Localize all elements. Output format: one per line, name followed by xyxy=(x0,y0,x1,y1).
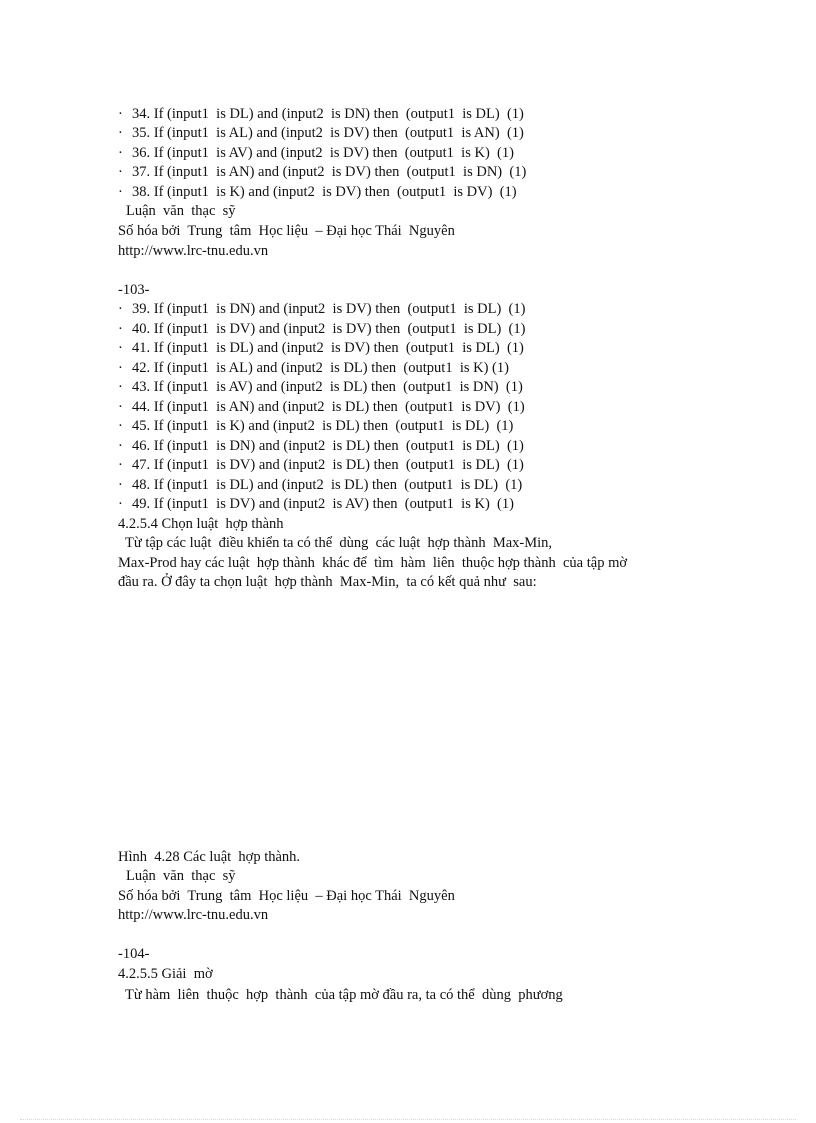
page-bottom-divider xyxy=(20,1119,796,1120)
page-number: -104- xyxy=(118,946,150,962)
rule-text: 42. If (input1 is AL) and (input2 is DL) then (output1 is K) (1) xyxy=(132,360,509,376)
source-url-link[interactable]: http://www.lrc-tnu.edu.vn xyxy=(118,907,269,923)
bullet-icon: · xyxy=(118,399,123,415)
bullet-icon: · xyxy=(118,438,123,454)
list-item xyxy=(118,320,525,338)
list-item xyxy=(118,183,517,201)
rule-text: 45. If (input1 is K) and (input2 is DL) then (output1 is DL) (1) xyxy=(132,418,514,434)
list-item xyxy=(118,476,522,494)
list-item xyxy=(118,339,524,357)
rule-text: 39. If (input1 is DN) and (input2 is DV) then (output1 is DL) (1) xyxy=(132,301,526,317)
bullet-icon: · xyxy=(118,106,123,122)
rule-text: 44. If (input1 is AN) and (input2 is DL) then (output1 is DV) (1) xyxy=(132,399,525,415)
rule-text: 41. If (input1 is DL) and (input2 is DV) then (output1 is DL) (1) xyxy=(132,340,524,356)
source-url-link[interactable]: http://www.lrc-tnu.edu.vn xyxy=(118,243,269,259)
bullet-icon: · xyxy=(118,360,123,376)
bullet-icon: · xyxy=(118,418,123,434)
paragraph-line: đầu ra. Ở đây ta chọn luật hợp thành Max-Min, ta có kết quả như sau: xyxy=(118,574,537,590)
thesis-label: Luận văn thạc sỹ xyxy=(126,868,236,884)
bullet-icon: · xyxy=(118,379,123,395)
rule-text: 40. If (input1 is DV) and (input2 is DV) then (output1 is DL) (1) xyxy=(132,321,526,337)
list-item xyxy=(118,163,526,181)
digitized-by-text: Số hóa bởi Trung tâm Học liệu – Đại học Thái Nguyên xyxy=(118,223,455,239)
section-heading: 4.2.5.5 Giải mờ xyxy=(118,966,213,982)
bullet-icon: · xyxy=(118,184,123,200)
bullet-icon: · xyxy=(118,164,123,180)
rule-text: 47. If (input1 is DV) and (input2 is DL) then (output1 is DL) (1) xyxy=(132,457,524,473)
paragraph-line: Từ hàm liên thuộc hợp thành của tập mờ đầu ra, ta có thể dùng phương xyxy=(118,987,563,1003)
paragraph-line: Max-Prod hay các luật hợp thành khác để tìm hàm liên thuộc hợp thành của tập mờ xyxy=(118,555,628,571)
rule-text: 36. If (input1 is AV) and (input2 is DV) then (output1 is K) (1) xyxy=(132,145,514,161)
bullet-icon: · xyxy=(118,125,123,141)
rule-text: 37. If (input1 is AN) and (input2 is DV) then (output1 is DN) (1) xyxy=(132,164,527,180)
rule-text: 34. If (input1 is DL) and (input2 is DN) then (output1 is DL) (1) xyxy=(132,106,524,122)
list-item xyxy=(118,495,514,513)
figure-placeholder xyxy=(118,600,658,840)
thesis-label: Luận văn thạc sỹ xyxy=(126,203,236,219)
list-item xyxy=(118,124,524,142)
rule-text: 38. If (input1 is K) and (input2 is DV) then (output1 is DV) (1) xyxy=(132,184,517,200)
bullet-icon: · xyxy=(118,457,123,473)
rule-text: 43. If (input1 is AV) and (input2 is DL) then (output1 is DN) (1) xyxy=(132,379,523,395)
bullet-icon: · xyxy=(118,496,123,512)
bullet-icon: · xyxy=(118,321,123,337)
bullet-icon: · xyxy=(118,145,123,161)
rule-text: 35. If (input1 is AL) and (input2 is DV) then (output1 is AN) (1) xyxy=(132,125,524,141)
list-item xyxy=(118,300,525,318)
list-item xyxy=(118,417,513,435)
figure-caption: Hình 4.28 Các luật hợp thành. xyxy=(118,849,301,865)
rule-text: 46. If (input1 is DN) and (input2 is DL) then (output1 is DL) (1) xyxy=(132,438,524,454)
page-number: -103- xyxy=(118,282,150,298)
rule-text: 49. If (input1 is DV) and (input2 is AV) then (output1 is K) (1) xyxy=(132,496,514,512)
digitized-by-text: Số hóa bởi Trung tâm Học liệu – Đại học Thái Nguyên xyxy=(118,888,455,904)
rule-text: 48. If (input1 is DL) and (input2 is DL) then (output1 is DL) (1) xyxy=(132,477,523,493)
list-item xyxy=(118,378,523,396)
bullet-icon: · xyxy=(118,340,123,356)
bullet-icon: · xyxy=(118,477,123,493)
list-item xyxy=(118,105,524,123)
paragraph-line: Từ tập các luật điều khiển ta có thể dùng các luật hợp thành Max-Min, xyxy=(118,535,553,551)
list-item xyxy=(118,437,524,455)
list-item xyxy=(118,456,524,474)
list-item xyxy=(118,398,525,416)
list-item xyxy=(118,144,514,162)
bullet-icon: · xyxy=(118,301,123,317)
section-heading: 4.2.5.4 Chọn luật hợp thành xyxy=(118,516,284,532)
list-item xyxy=(118,359,509,377)
